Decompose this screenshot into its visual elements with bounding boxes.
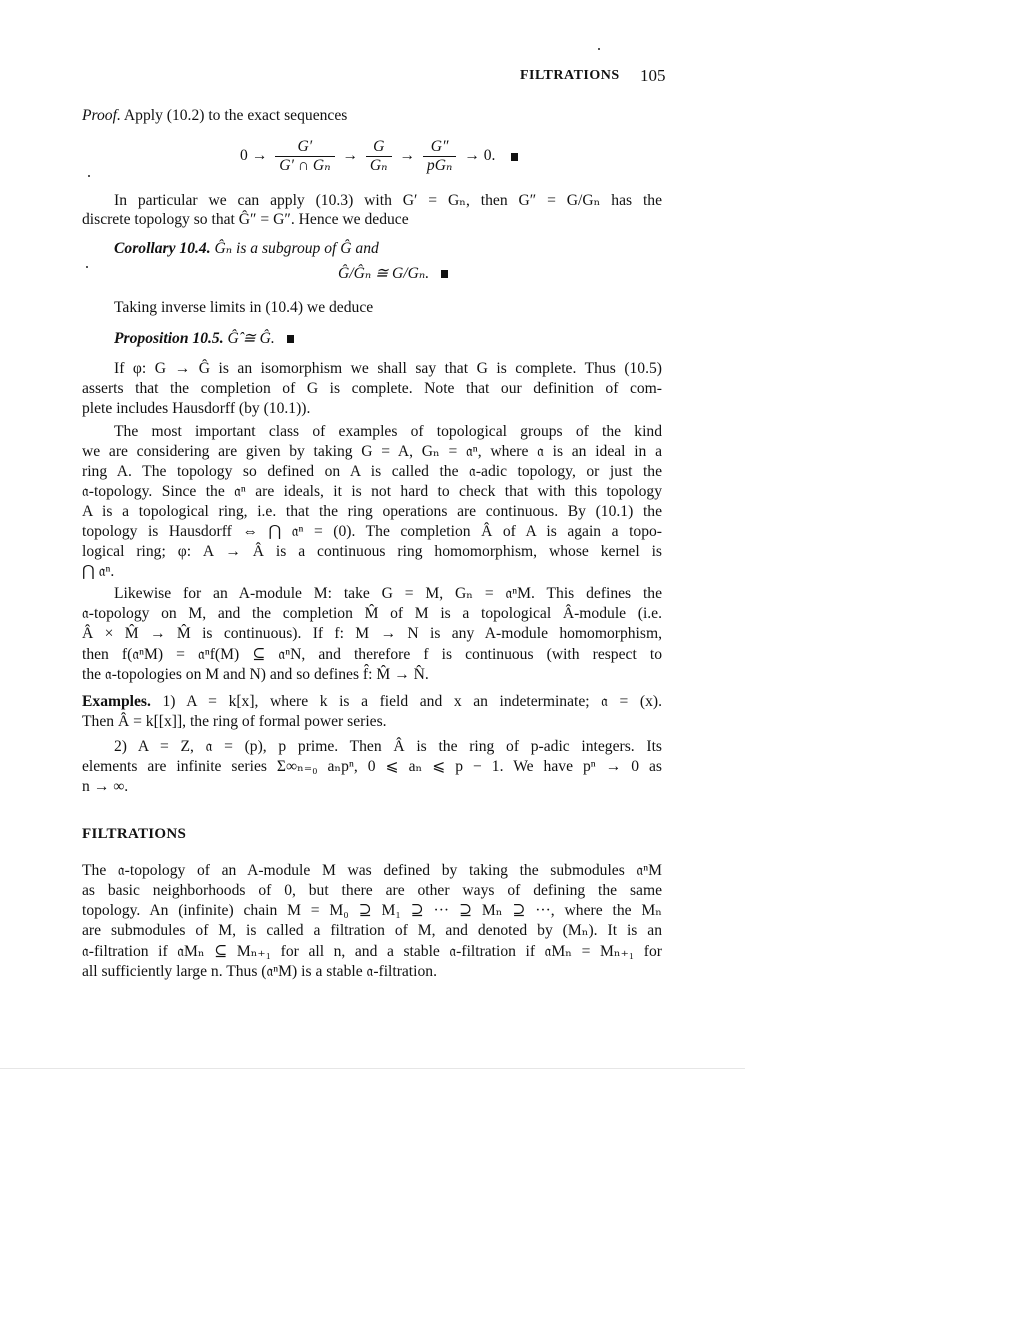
- text-line: 𝔞-filtration if 𝔞Mₙ ⊆ Mₙ₊₁ for all n, and a stable 𝔞-filtration if 𝔞Mₙ = Mₙ₊₁ for: [82, 943, 662, 960]
- text-line: we are considering are given by taking G = A, Gₙ = 𝔞ⁿ, where 𝔞 is an ideal in a: [82, 443, 662, 460]
- text-line: In particular we can apply (10.3) with G′ = Gₙ, then G″ = G/Gₙ has the: [114, 192, 662, 209]
- text-line: topology. An (infinite) chain M = M₀ ⊇ M₁ ⊇ ··· ⊇ Mₙ ⊇ ···, where the Mₙ: [82, 902, 662, 919]
- examples-line: [82, 692, 662, 712]
- text-line: 𝔞-topology. Since the 𝔞ⁿ are ideals, it is not hard to check that with this topology: [82, 483, 662, 500]
- corollary-line: [82, 239, 694, 259]
- text-line: as basic neighborhoods of 0, but there are other ways of defining the same: [82, 882, 662, 899]
- text-line: 2) A = Z, 𝔞 = (p), p prime. Then Â is the ring of p-adic integers. Its: [114, 738, 662, 755]
- text-line: discrete topology so that Ĝ″ = G″. Hence we deduce: [82, 211, 409, 228]
- corollary-text: Ĝₙ is a subgroup of Ĝ and: [214, 240, 379, 257]
- text-line: logical ring; φ: A → Â is a continuous ring homomorphism, whose kernel is: [82, 543, 662, 560]
- page-number: 105: [640, 66, 666, 85]
- text-line: Likewise for an A-module M: take G = M, Gₙ = 𝔞ⁿM. This defines the: [114, 585, 662, 602]
- exact-sequence: [240, 138, 518, 175]
- scan-speck: [598, 48, 600, 50]
- text-line: Then Â = k[[x]], the ring of formal power series.: [82, 713, 387, 730]
- text-line: are submodules of M, is called a filtration of M, and denoted by (Mₙ). It is an: [82, 922, 662, 939]
- fraction-numerator: G′: [275, 138, 334, 157]
- fraction: [366, 138, 392, 175]
- seq-tail: → 0.: [464, 147, 496, 165]
- text-line: If φ: G → Ĝ is an isomorphism we shall say that G is complete. Thus (10.5): [114, 360, 662, 377]
- text-line: A is a topological ring, i.e. that the ring operations are continuous. By (10.1) the: [82, 503, 662, 520]
- scan-speck: [86, 266, 88, 268]
- text-line: ring A. The topology so defined on A is called the 𝔞-adic topology, or just the: [82, 463, 662, 480]
- corollary-label: Corollary 10.4.: [114, 240, 211, 257]
- fraction: [423, 138, 456, 175]
- proof-text: Apply (10.2) to the exact sequences: [123, 107, 348, 124]
- text-line: n → ∞.: [82, 778, 129, 795]
- examples-label: Examples.: [82, 693, 151, 710]
- fraction-numerator: G: [366, 138, 392, 157]
- text-line: Taking inverse limits in (10.4) we deduce: [114, 299, 374, 316]
- text-line: asserts that the completion of G is complete. Note that our definition of com-: [82, 380, 662, 397]
- seq-arrow: →: [399, 147, 416, 165]
- qed-symbol: [287, 335, 294, 343]
- qed-symbol: [511, 153, 518, 161]
- text-line: the 𝔞-topologies on M and N) and so defines f̂: M̂ → N̂.: [82, 666, 429, 683]
- text-line: plete includes Hausdorff (by (10.1)).: [82, 400, 311, 417]
- running-title: FILTRATIONS: [520, 68, 620, 83]
- proof-line: [82, 106, 662, 126]
- seq-lead: 0 →: [240, 147, 268, 165]
- seq-arrow: →: [342, 147, 359, 165]
- fraction-denominator: pGₙ: [426, 157, 453, 174]
- text-line: The 𝔞-topology of an A-module M was defined by taking the submodules 𝔞ⁿM: [82, 862, 662, 879]
- text-line: then f(𝔞ⁿM) = 𝔞ⁿf(M) ⊆ 𝔞ⁿN, and therefore f is continuous (with respect to: [82, 646, 662, 663]
- section-heading: FILTRATIONS: [82, 826, 187, 842]
- proposition-text: Ĝ̂ ≅ Ĝ.: [227, 330, 275, 347]
- fraction-numerator: G″: [423, 138, 456, 157]
- corollary-formula: [338, 264, 448, 283]
- fraction: [275, 138, 334, 175]
- example-text: 1) A = k[x], where k is a field and x an indeterminate; 𝔞 = (x).: [162, 693, 662, 710]
- text-line: topology is Hausdorff ⇔ ⋂ 𝔞ⁿ = (0). The completion Â of A is again a topo-: [82, 523, 662, 540]
- text-line: all sufficiently large n. Thus (𝔞ⁿM) is a stable 𝔞-filtration.: [82, 963, 437, 980]
- qed-symbol: [441, 270, 448, 278]
- scan-edge-line: [0, 1068, 745, 1069]
- text-line: elements are infinite series Σ∞ₙ₌₀ aₙpⁿ, 0 ⩽ aₙ ⩽ p − 1. We have pⁿ → 0 as: [82, 758, 662, 775]
- text-line: Â × M̂ → M̂ is continuous). If f: M → N is any A-module homomorphism,: [82, 625, 662, 642]
- formula-text: Ĝ/Ĝₙ ≅ G/Gₙ.: [338, 265, 430, 282]
- fraction-denominator: Gₙ: [369, 157, 388, 174]
- proof-label: Proof.: [82, 107, 121, 124]
- scan-speck: [88, 175, 90, 177]
- text-line: 𝔞-topology on M, and the completion M̂ of M is a topological Â-module (i.e.: [82, 605, 662, 622]
- proposition-label: Proposition 10.5.: [114, 330, 224, 347]
- proposition-line: [82, 329, 694, 349]
- text-line: ⋂ 𝔞ⁿ.: [82, 563, 115, 580]
- fraction-denominator: G′ ∩ Gₙ: [279, 157, 331, 174]
- text-line: The most important class of examples of topological groups of the kind: [114, 423, 662, 440]
